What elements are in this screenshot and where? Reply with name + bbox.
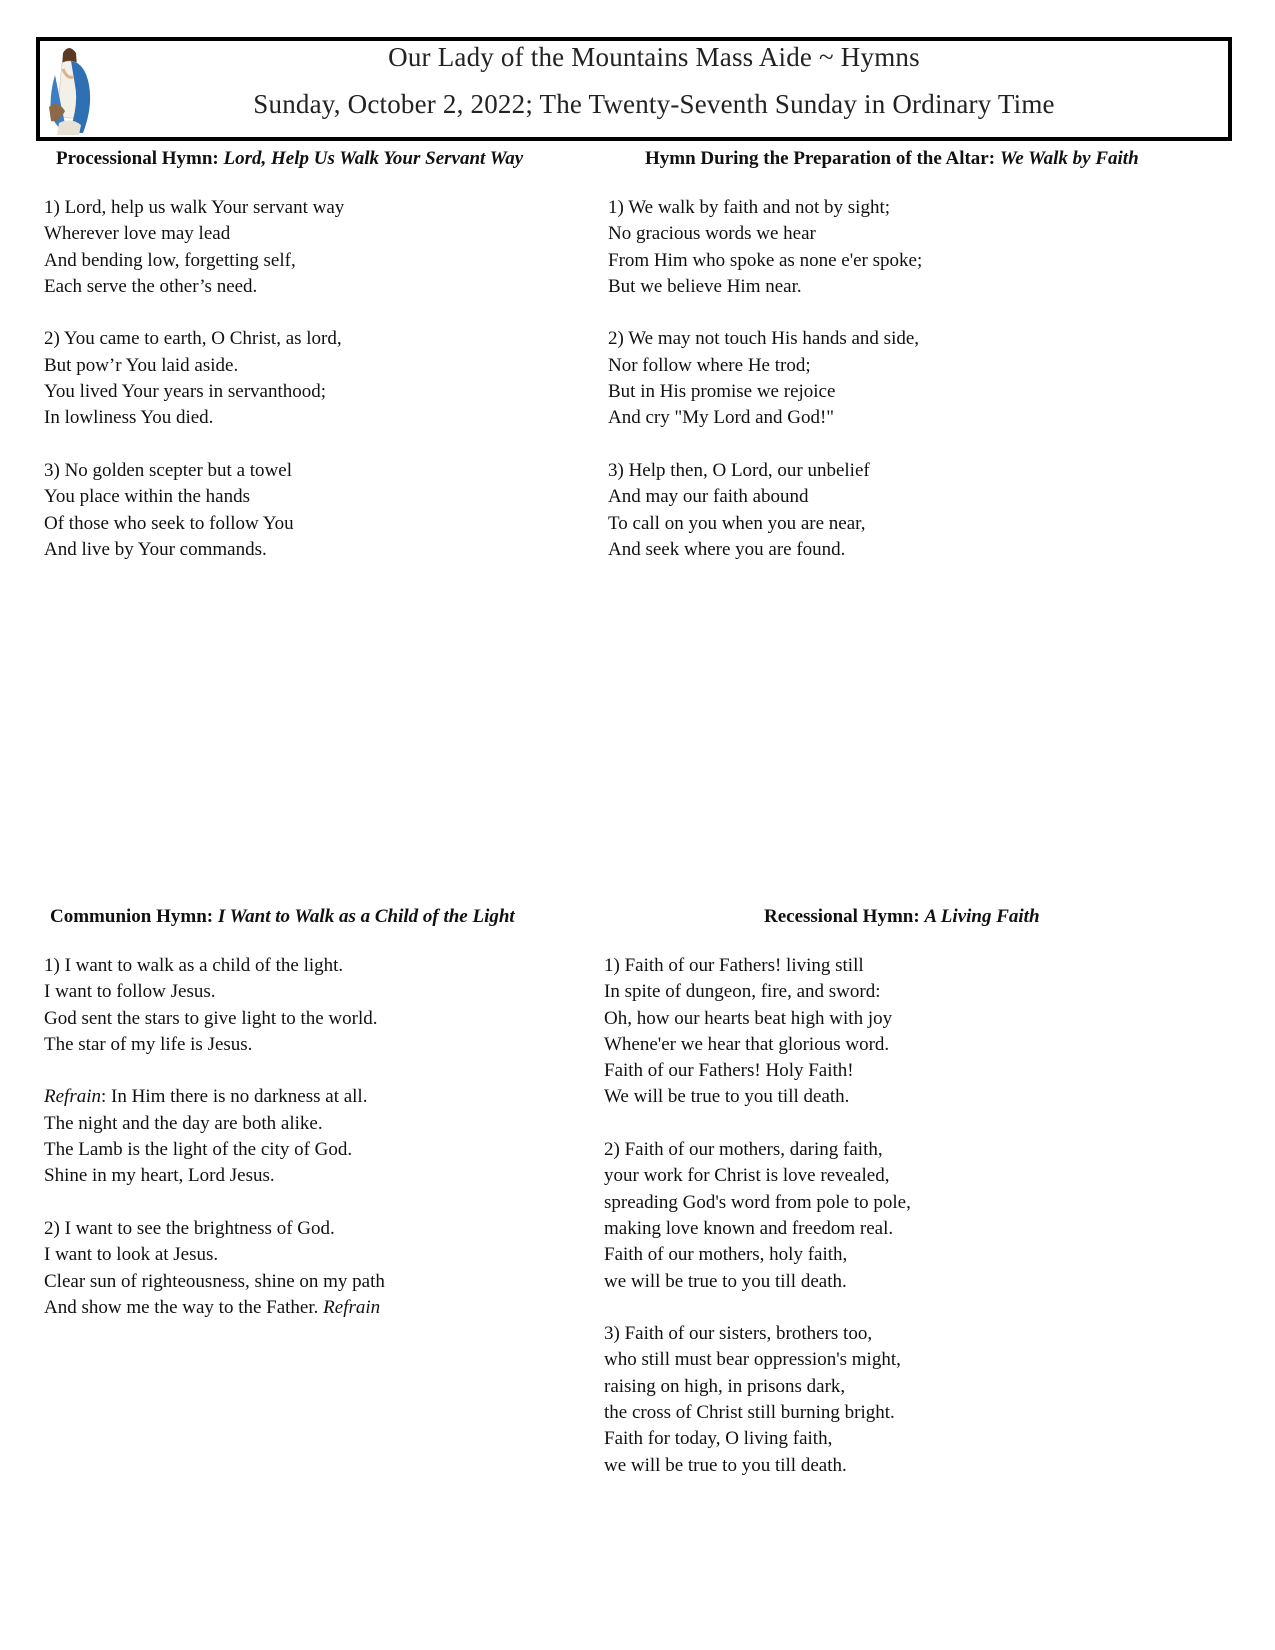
recessional-hymn-label: Recessional Hymn:: [764, 906, 925, 927]
lyric-line: Nor follow where He trod;: [608, 354, 811, 376]
lyric-line: God sent the stars to give light to the world.: [44, 1007, 378, 1029]
lyric-line: Faith of our Fathers! Holy Faith!: [604, 1060, 854, 1082]
lyric-line: And live by Your commands.: [44, 538, 267, 560]
lyric-line: 1) I want to walk as a child of the light.: [44, 955, 344, 976]
stanza: [604, 953, 911, 1111]
lyric-line: 3) Faith of our sisters, brothers too,: [604, 1323, 873, 1345]
lyric-line: You lived Your years in servanthood;: [44, 381, 327, 403]
header-box: [36, 37, 1232, 141]
processional-hymn-lyrics: [44, 195, 344, 563]
lyric-line: And may our faith abound: [608, 486, 809, 508]
lyric-line: Wherever love may lead: [44, 223, 231, 245]
lyric-line: 2) Faith of our mothers, daring faith,: [604, 1139, 883, 1161]
stanza: [44, 458, 344, 563]
stanza: [604, 1321, 911, 1479]
lyric-line: The star of my life is Jesus.: [44, 1033, 253, 1055]
stanza: [604, 1137, 911, 1295]
lyric-line: Faith for today, O living faith,: [604, 1428, 833, 1450]
lyric-line: 3) Help then, O Lord, our unbelief: [608, 459, 870, 481]
lyric-line: Each serve the other’s need.: [44, 275, 258, 297]
lyric-line: 2) I want to see the brightness of God.: [44, 1217, 335, 1239]
lyric-line: We will be true to you till death.: [604, 1086, 850, 1108]
lyric-line: raising on high, in prisons dark,: [604, 1375, 846, 1397]
stanza: [608, 195, 922, 300]
stanza: [608, 326, 922, 431]
lyric-line: Clear sun of righteousness, shine on my path: [44, 1270, 385, 1292]
preparation-hymn-heading: [645, 148, 1139, 170]
lyric-line: 2) You came to earth, O Christ, as lord,: [44, 328, 342, 350]
lyric-line: 2) We may not touch His hands and side,: [608, 328, 920, 350]
lyric-line: No gracious words we hear: [608, 223, 816, 245]
lyric-line: Faith of our mothers, holy faith,: [604, 1244, 848, 1266]
processional-hymn-label: Processional Hymn:: [56, 148, 224, 169]
lyric-line: we will be true to you till death.: [604, 1270, 847, 1292]
lyric-line: the cross of Christ still burning bright.: [604, 1402, 895, 1424]
header-title: Our Lady of the Mountains Mass Aide ~ Hymns: [388, 42, 920, 72]
lyric-line: To call on you when you are near,: [608, 512, 866, 534]
stanza: [44, 1216, 385, 1321]
lyric-line: I want to look at Jesus.: [44, 1244, 219, 1266]
lyric-line: 1) Lord, help us walk Your servant way: [44, 197, 345, 218]
lyric-line: In lowliness You died.: [44, 407, 214, 429]
communion-hymn-lyrics: [44, 953, 385, 1321]
lyric-line: I want to follow Jesus.: [44, 981, 216, 1003]
communion-hymn-title: I Want to Walk as a Child of the Light: [217, 906, 515, 927]
refrain-cue: Refrain: [323, 1296, 381, 1318]
recessional-hymn-lyrics: [604, 953, 911, 1479]
refrain-label: Refrain: [44, 1086, 101, 1108]
stanza: [44, 326, 344, 431]
lyric-line: But in His promise we rejoice: [608, 381, 836, 403]
refrain-text: : In Him there is no darkness at all.: [101, 1086, 368, 1108]
refrain-first-line: [44, 1084, 385, 1110]
lyric-line: we will be true to you till death.: [604, 1454, 847, 1476]
lyric-line: The Lamb is the light of the city of God.: [44, 1139, 353, 1161]
lyric-line: making love known and freedom real.: [604, 1217, 894, 1239]
lyric-line: And cry "My Lord and God!": [608, 407, 835, 429]
stanza: [608, 458, 922, 563]
lyric-text: And show me the way to the Father.: [44, 1296, 324, 1318]
communion-hymn-label: Communion Hymn:: [50, 906, 218, 927]
processional-hymn-title: Lord, Help Us Walk Your Servant Way: [223, 148, 524, 169]
lyric-line: spreading God's word from pole to pole,: [604, 1191, 911, 1213]
lyric-line: And bending low, forgetting self,: [44, 249, 296, 271]
lyric-line: The night and the day are both alike.: [44, 1112, 323, 1134]
lyric-line: Shine in my heart, Lord Jesus.: [44, 1165, 275, 1187]
lyric-line: And seek where you are found.: [608, 538, 846, 560]
lyric-line: Oh, how our hearts beat high with joy: [604, 1007, 893, 1029]
lyric-line: But we believe Him near.: [608, 275, 802, 297]
preparation-hymn-title: We Walk by Faith: [999, 148, 1139, 169]
lyric-line: But pow’r You laid aside.: [44, 354, 239, 376]
lyric-line: You place within the hands: [44, 486, 250, 508]
preparation-hymn-label: Hymn During the Preparation of the Altar:: [645, 148, 1000, 169]
refrain: [44, 1084, 385, 1189]
lyric-line: 1) We walk by faith and not by sight;: [608, 197, 891, 218]
lyric-line-with-refrain: [44, 1295, 385, 1321]
lyric-line: your work for Christ is love revealed,: [604, 1165, 890, 1187]
lyric-line: From Him who spoke as none e'er spoke;: [608, 249, 923, 271]
communion-hymn-heading: [50, 906, 515, 928]
preparation-hymn-lyrics: [608, 195, 922, 563]
header-date-line: Sunday, October 2, 2022; The Twenty-Seventh Sunday in Ordinary Time: [253, 89, 1055, 119]
lyric-line: 1) Faith of our Fathers! living still: [604, 955, 864, 976]
lyric-line: 3) No golden scepter but a towel: [44, 459, 292, 481]
lyric-line: Whene'er we hear that glorious word.: [604, 1033, 890, 1055]
lyric-line: Of those who seek to follow You: [44, 512, 294, 534]
recessional-hymn-heading: [764, 906, 1040, 928]
stanza: [44, 195, 344, 300]
processional-hymn-heading: [56, 148, 523, 170]
lyric-line: In spite of dungeon, fire, and sword:: [604, 981, 881, 1003]
recessional-hymn-title: A Living Faith: [924, 906, 1040, 927]
stanza: [44, 953, 385, 1058]
lyric-line: who still must bear oppression's might,: [604, 1349, 901, 1371]
